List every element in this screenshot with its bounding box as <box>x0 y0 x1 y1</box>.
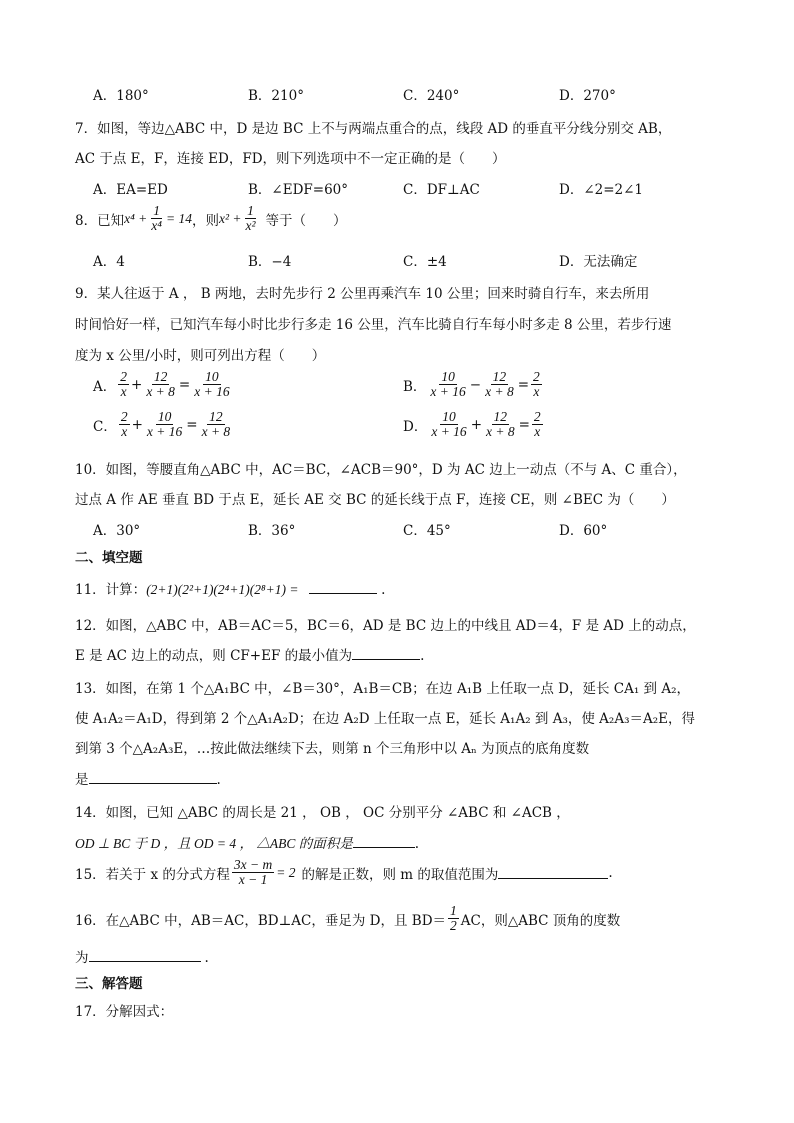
q15-frac <box>232 858 274 887</box>
q9-d-f1-den: x + 16 <box>431 424 467 440</box>
q16-frac-num: 1 <box>450 903 457 918</box>
q9-b-f3-den: x <box>533 384 540 400</box>
q10-option-a: A．30° <box>93 523 141 539</box>
q9-line3: 度为 x 公里/小时，则可列出方程（ ） <box>75 348 326 364</box>
q9-option-c <box>93 410 234 439</box>
q9-option-d <box>403 410 545 439</box>
section-solve-heading: 三、解答题 <box>75 976 143 992</box>
q16-frac <box>448 904 459 933</box>
q8-prefix: 8．已知 <box>75 212 125 229</box>
q10-line2: 过点 A 作 AE 垂直 BD 于点 E，延长 AE 交 BC 的延长线于点 F，连接 CE，则 ∠BEC 为（ ） <box>75 492 675 508</box>
q8-frac2 <box>243 204 257 233</box>
q9-c-eq: = <box>186 416 198 433</box>
q16-line2-text: 为 <box>75 950 89 966</box>
q9-b-f1-den: x + 16 <box>430 384 466 400</box>
q14-line2-text: OD ⊥ BC 于 D ，且 OD = 4 ， △ABC 的面积是 <box>75 836 353 851</box>
q15-frac-den: x − 1 <box>238 872 268 888</box>
q8-frac2-num: 1 <box>247 203 254 218</box>
q9-c-f2-num: 10 <box>157 409 172 424</box>
q14-answer-blank[interactable] <box>353 835 415 848</box>
q12-line2-text: E 是 AC 边上的动点，则 CF+EF 的最小值为 <box>75 648 353 664</box>
q11-suffix: . <box>381 582 386 598</box>
q9-b-f2-num: 12 <box>492 369 507 384</box>
q7-line1: 7．如图，等边△ABC 中，D 是边 BC 上不与两端点重合的点，线段 AD 的垂直平分线分别交 AB， <box>75 121 672 137</box>
q9-d-f3-num: 2 <box>533 409 541 424</box>
q14-line1: 14．如图，已知 △ABC 的周长是 21 ， OB ， OC 分别平分 ∠ABC 和 ∠ACB ， <box>75 805 570 821</box>
q16-line1 <box>75 904 620 933</box>
q8-suffix: 等于（ ） <box>265 212 347 229</box>
q9-c-f2-den: x + 16 <box>146 424 183 440</box>
q13-line2: 使 A₁A₂＝A₁D，得到第 2 个△A₁A₂D；在边 A₂D 上任取一点 E，延长 A₁A₂ 到 A₃，使 A₂A₃＝A₂E，得 <box>75 711 695 727</box>
q8-expr1-b: = 14 <box>165 210 192 226</box>
q12-line1: 12．如图，△ABC 中，AB＝AC＝5，BC＝6，AD 是 BC 边上的中线且 AD＝4，F 是 AD 上的动点， <box>75 618 696 634</box>
q9-c-op: + <box>131 416 143 433</box>
q6-option-d: D．270° <box>559 88 616 104</box>
q9-a-op: + <box>131 376 143 393</box>
section-fill-in-heading: 二、填空题 <box>75 550 143 566</box>
q9-d-f3-den: x <box>534 424 541 440</box>
q15-prefix: 15．若关于 x 的分式方程 <box>75 866 230 883</box>
q8-option-d: D．无法确定 <box>559 254 638 270</box>
q11-line <box>75 578 385 598</box>
q16-prefix: 16．在△ABC 中，AB＝AC，BD⊥AC，垂足为 D，且 BD＝ <box>75 912 447 929</box>
q12-answer-blank[interactable] <box>352 647 420 660</box>
q9-a-f2-num: 12 <box>153 369 168 384</box>
q9-a-f1-num: 2 <box>120 369 127 384</box>
q8-option-c: C．±4 <box>403 254 447 270</box>
q9-d-f2-num: 12 <box>493 409 508 424</box>
q9-b-f2-den: x + 8 <box>485 384 514 400</box>
q9-a-f3-num: 10 <box>205 369 219 384</box>
q9-option-a <box>93 370 234 399</box>
q10-option-c: C．45° <box>403 523 451 539</box>
q8-mid: ，则 <box>191 212 219 229</box>
q9-c-f3-num: 12 <box>209 409 223 424</box>
q9-b-label: B． <box>403 378 427 395</box>
q12-line2 <box>75 644 424 664</box>
q14-line2 <box>75 832 419 852</box>
q15-frac-num: 3x − m <box>233 857 273 872</box>
q9-b-op: − <box>469 376 482 393</box>
q10-option-d: D．60° <box>559 523 608 539</box>
q13-line1: 13．如图，在第 1 个△A₁BC 中，∠B＝30°，A₁B＝CB；在边 A₁B 上任取一点 D，延长 CA₁ 到 A₂， <box>75 681 690 697</box>
q15-mid: 的解是正数，则 m 的取值范围为 <box>301 866 499 883</box>
q8-expr1-a: x⁴ + <box>124 210 148 226</box>
q7-option-c: C．DF⊥AC <box>403 182 480 198</box>
q8-option-b: B．−4 <box>248 254 292 270</box>
q15-eq: = 2 <box>276 864 296 880</box>
q15-answer-blank[interactable] <box>498 866 608 879</box>
q9-line2: 时间恰好一样，已知汽车每小时比步行多走 16 公里，汽车比骑自行车每小时多走 8 公里，若步行速 <box>75 317 672 333</box>
q16-line2 <box>75 946 209 966</box>
q12-suffix: . <box>420 648 425 664</box>
q17-line: 17．分解因式： <box>75 1004 174 1020</box>
q15-suffix: . <box>608 864 613 881</box>
q13-answer-blank[interactable] <box>89 771 217 784</box>
q9-a-f1-den: x <box>120 384 127 400</box>
q7-option-a: A．EA=ED <box>93 182 168 198</box>
q9-b-f1-num: 10 <box>441 369 455 384</box>
q14-suffix: . <box>414 836 420 852</box>
q9-line1: 9．某人往返于 A ， B 两地，去时先步行 2 公里再乘汽车 10 公里；回来时骑自行车，来去所用 <box>75 286 650 302</box>
q8-frac1-den: x⁴ <box>151 218 162 234</box>
q6-option-a: A．180° <box>93 88 149 104</box>
q6-option-c: C．240° <box>403 88 460 104</box>
q11-answer-blank[interactable] <box>309 581 377 594</box>
q16-frac-den: 2 <box>450 918 457 934</box>
q9-a-f3-den: x + 16 <box>194 384 230 400</box>
q9-d-label: D． <box>403 418 428 435</box>
q9-a-eq: = <box>178 376 191 393</box>
q7-option-d: D．∠2=2∠1 <box>559 182 644 198</box>
q13-line4-text: 是 <box>75 772 89 788</box>
q9-b-eq: = <box>517 376 530 393</box>
q13-line4 <box>75 768 221 788</box>
q8-expr2-a: x² + <box>218 210 242 226</box>
q9-option-b <box>403 370 544 399</box>
q8-frac2-den: x² <box>245 218 256 234</box>
q11-expr: (2+1)(2²+1)(2⁴+1)(2⁸+1) = <box>146 582 299 597</box>
q13-suffix: . <box>216 772 221 788</box>
q9-b-f3-num: 2 <box>533 369 540 384</box>
q13-line3: 到第 3 个△A₂A₃E，…按此做法继续下去，则第 n 个三角形中以 Aₙ 为顶点的底角度数 <box>75 741 590 757</box>
q16-mid: AC，则△ABC 顶角的度数 <box>460 912 621 929</box>
q7-line2: AC 于点 E，F，连接 ED，FD，则下列选项中不一定正确的是（ ） <box>75 151 506 167</box>
q9-a-label: A． <box>93 378 117 395</box>
q9-c-f1-den: x <box>121 424 128 440</box>
q16-suffix: . <box>204 950 209 966</box>
q9-c-label: C． <box>93 418 117 435</box>
q9-d-f1-num: 10 <box>442 409 456 424</box>
q8-option-a: A．4 <box>93 254 125 270</box>
q7-option-b: B．∠EDF=60° <box>248 182 349 198</box>
q8-frac1-num: 1 <box>153 203 160 218</box>
q9-d-eq: = <box>518 416 530 433</box>
q10-option-b: B．36° <box>248 523 296 539</box>
q9-c-f3-den: x + 8 <box>201 424 231 440</box>
q9-d-op: + <box>470 416 482 433</box>
q11-prefix: 11．计算： <box>75 582 147 598</box>
q6-option-b: B．210° <box>248 88 304 104</box>
q9-d-f2-den: x + 8 <box>486 424 515 440</box>
q16-answer-blank[interactable] <box>89 949 201 962</box>
q8-frac1 <box>149 204 164 233</box>
q15-line <box>75 858 613 887</box>
q10-line1: 10．如图，等腰直角△ABC 中，AC＝BC，∠ACB＝90°，D 为 AC 边上一动点（不与 A、C 重合）， <box>75 462 687 478</box>
q9-c-f1-num: 2 <box>120 409 128 424</box>
q9-a-f2-den: x + 8 <box>146 384 175 400</box>
q8-line <box>75 204 347 233</box>
